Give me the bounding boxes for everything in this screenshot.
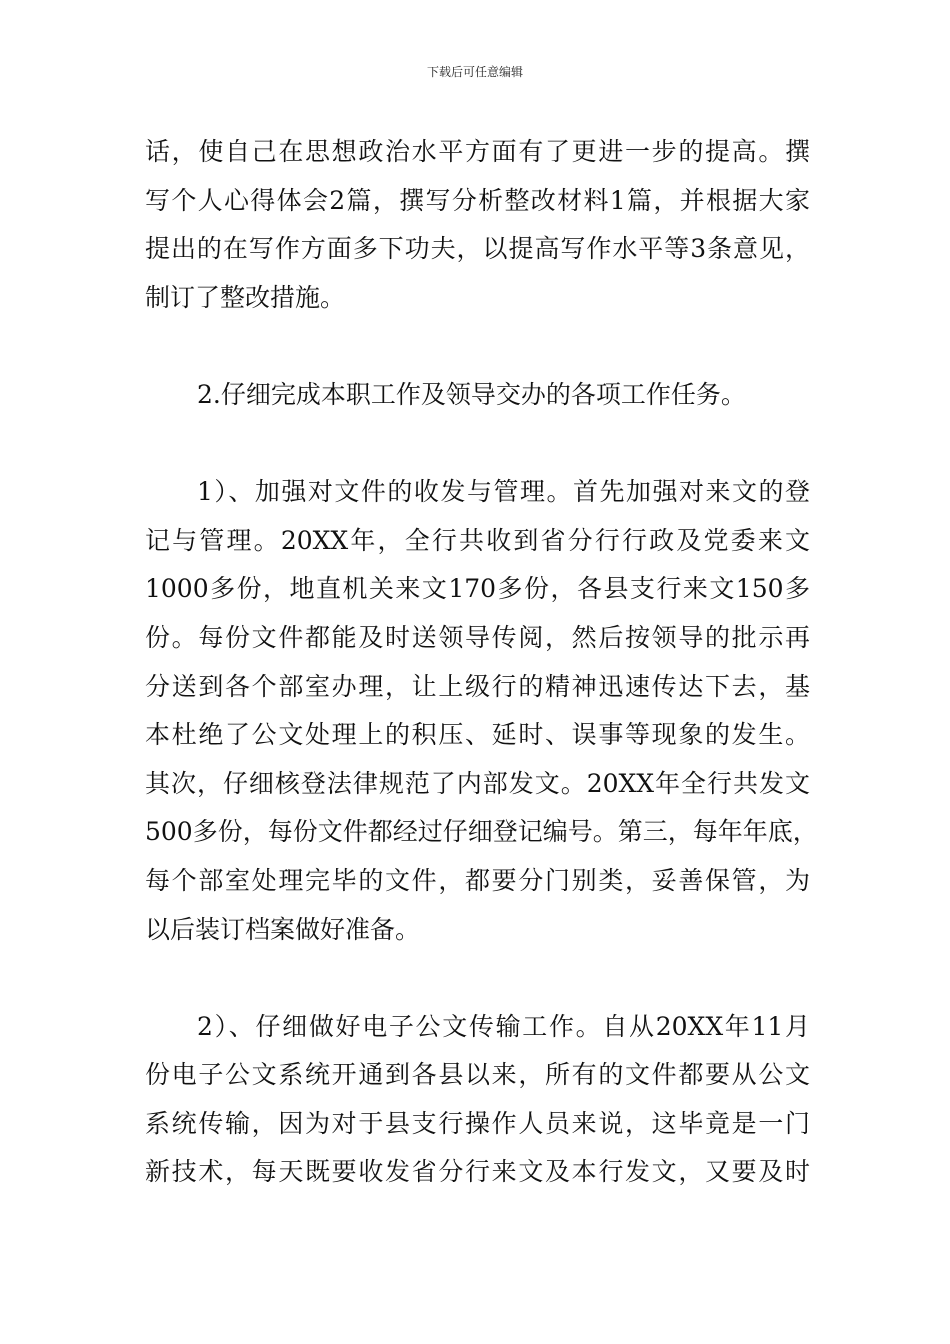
paragraph-line: 本杜绝了公文处理上的积压、延时、误事等现象的发生。: [145, 720, 810, 750]
paragraph-line: 份电子公文系统开通到各县以来，所有的文件都要从公文: [145, 1060, 810, 1090]
paragraph-line: 份。每份文件都能及时送领导传阅，然后按领导的批示再: [145, 622, 810, 652]
paragraph-gap: [145, 420, 810, 469]
paragraph-line: 500多份，每份文件都经过仔细登记编号。第三，每年年底，: [145, 817, 818, 847]
paragraph-line: 记与管理。20XX年，全行共收到省分行行政及党委来文: [145, 525, 810, 555]
paragraph-line: 新技术，每天既要收发省分行来文及本行发文，又要及时: [145, 1157, 810, 1187]
paragraph-line: 写个人心得体会2篇，撰写分析整改材料1篇，并根据大家: [145, 185, 810, 215]
document-body: [145, 128, 818, 1197]
paragraph-line: 系统传输，因为对于县支行操作人员来说，这毕竟是一门: [145, 1108, 810, 1138]
paragraph-line: 提出的在写作方面多下功夫，以提高写作水平等3条意见，: [145, 234, 810, 264]
page-header: 下载后可任意编辑: [426, 65, 523, 79]
paragraph-gap: [145, 954, 810, 1003]
paragraph-line: 每个部室处理完毕的文件，都要分门别类，妥善保管，为: [145, 865, 810, 895]
paragraph-gap: [145, 322, 810, 371]
paragraph-line: 制订了整改措施。: [145, 282, 346, 312]
paragraph-line: 2）、仔细做好电子公文传输工作。自从20XX年11月: [197, 1011, 810, 1041]
paragraph-line: 话，使自己在思想政治水平方面有了更进一步的提高。撰: [145, 137, 810, 166]
paragraph-line: 1）、加强对文件的收发与管理。首先加强对来文的登: [197, 477, 810, 507]
paragraph-line: 其次，仔细核登法律规范了内部发文。20XX年全行共发文: [145, 768, 810, 798]
paragraph-line: 以后装订档案做好准备。: [145, 914, 421, 944]
paragraph-line: 分送到各个部室办理，让上级行的精神迅速传达下去，基: [145, 671, 810, 701]
section-heading: 2.仔细完成本职工作及领导交办的各项工作任务。: [197, 379, 746, 409]
paragraph-line: 1000多份，地直机关来文170多份，各县支行来文150多: [145, 574, 810, 604]
